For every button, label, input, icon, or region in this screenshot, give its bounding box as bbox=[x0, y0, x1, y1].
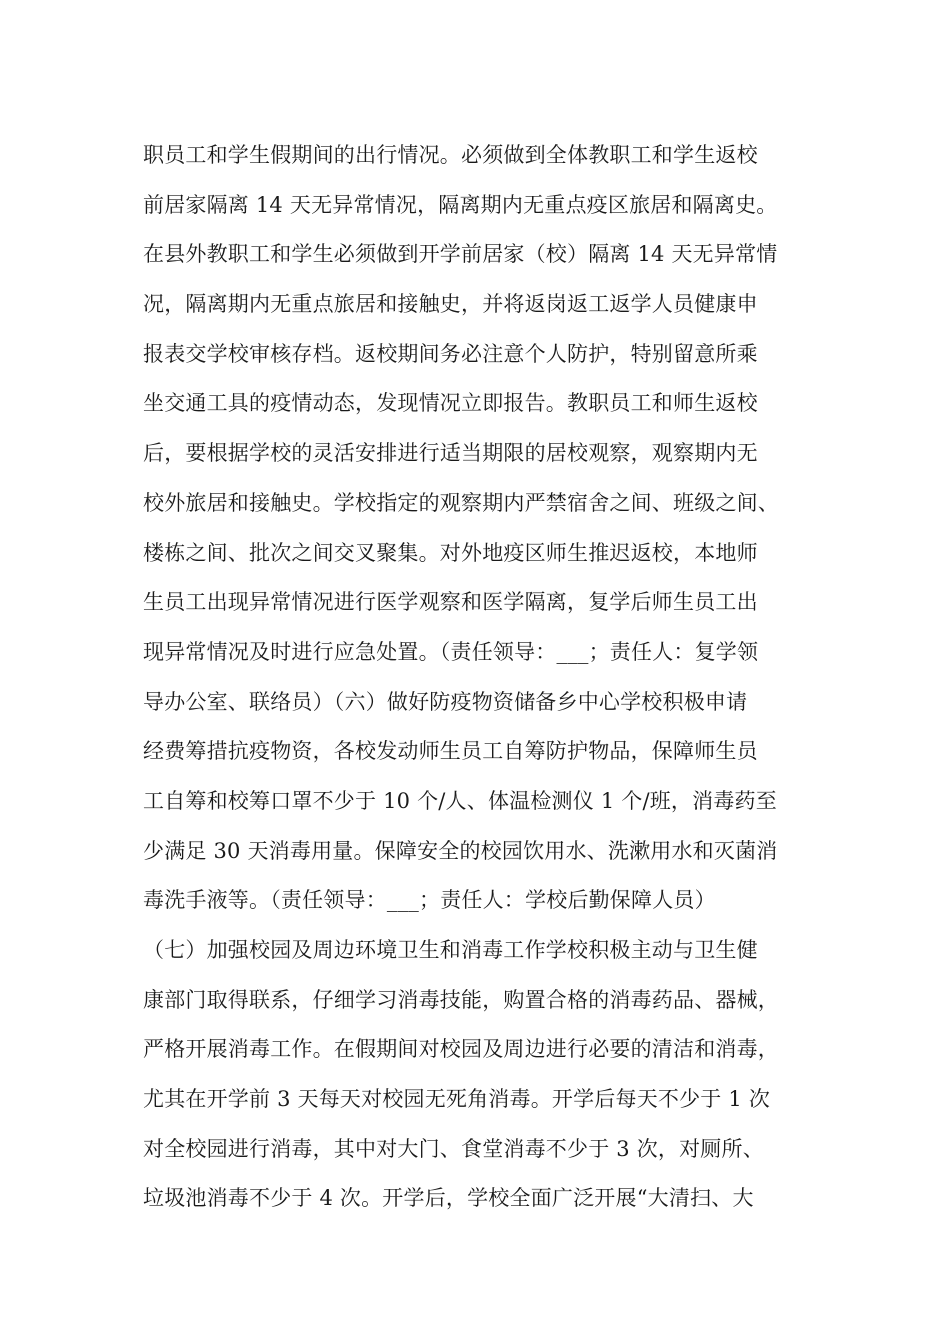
text-line-21: 对全校园进行消毒，其中对大门、食堂消毒不少于 3 次，对厕所、 bbox=[143, 1136, 764, 1161]
text-line-12: 导办公室、联络员）（六）做好防疫物资储备乡中心学校积极申请 bbox=[143, 689, 748, 714]
text-line-1: 职员工和学生假期间的出行情况。必须做到全体教职工和学生返校 bbox=[143, 143, 758, 167]
text-line-9: 楼栋之间、批次之间交叉聚集。对外地疫区师生推迟返校，本地师 bbox=[143, 540, 758, 565]
text-line-11: 现异常情况及时进行应急处置。（责任领导：___；责任人：复学领 bbox=[143, 639, 759, 664]
text-line-18: 康部门取得联系，仔细学习消毒技能，购置合格的消毒药品、器械， bbox=[143, 987, 779, 1012]
text-line-14: 工自筹和校筹口罩不少于 10 个/人、体温检测仪 1 个/班，消毒药至 bbox=[143, 788, 777, 813]
body-text bbox=[143, 131, 833, 1224]
text-line-16: 毒洗手液等。（责任领导：___；责任人：学校后勤保障人员） bbox=[143, 888, 716, 913]
text-line-17: （七）加强校园及周边环境卫生和消毒工作学校积极主动与卫生健 bbox=[143, 938, 758, 962]
text-line-19: 严格开展消毒工作。在假期间对校园及周边进行必要的清洁和消毒， bbox=[143, 1037, 779, 1062]
text-line-6: 坐交通工具的疫情动态，发现情况立即报告。教职员工和师生返校 bbox=[143, 391, 758, 416]
text-line-4: 况，隔离期内无重点旅居和接触史，并将返岗返工返学人员健康申 bbox=[143, 292, 758, 317]
text-line-8: 校外旅居和接触史。学校指定的观察期内严禁宿舍之间、班级之间、 bbox=[143, 490, 779, 515]
text-line-2: 前居家隔离 14 天无异常情况，隔离期内无重点疫区旅居和隔离史。 bbox=[143, 192, 778, 217]
text-line-15: 少满足 30 天消毒用量。保障安全的校园饮用水、洗漱用水和灭菌消 bbox=[143, 838, 778, 863]
text-line-22: 垃圾池消毒不少于 4 次。开学后，学校全面广泛开展“大清扫、大 bbox=[143, 1186, 754, 1211]
text-line-10: 生员工出现异常情况进行医学观察和医学隔离，复学后师生员工出 bbox=[143, 590, 758, 615]
text-line-13: 经费筹措抗疫物资，各校发动师生员工自筹防护物品，保障师生员 bbox=[143, 739, 758, 764]
text-line-3: 在县外教职工和学生必须做到开学前居家（校）隔离 14 天无异常情 bbox=[143, 242, 778, 267]
text-line-7: 后，要根据学校的灵活安排进行适当期限的居校观察，观察期内无 bbox=[143, 441, 758, 466]
text-line-20: 尤其在开学前 3 天每天对校园无死角消毒。开学后每天不少于 1 次 bbox=[143, 1087, 771, 1112]
text-line-5: 报表交学校审核存档。返校期间务必注意个人防护，特别留意所乘 bbox=[143, 341, 758, 366]
